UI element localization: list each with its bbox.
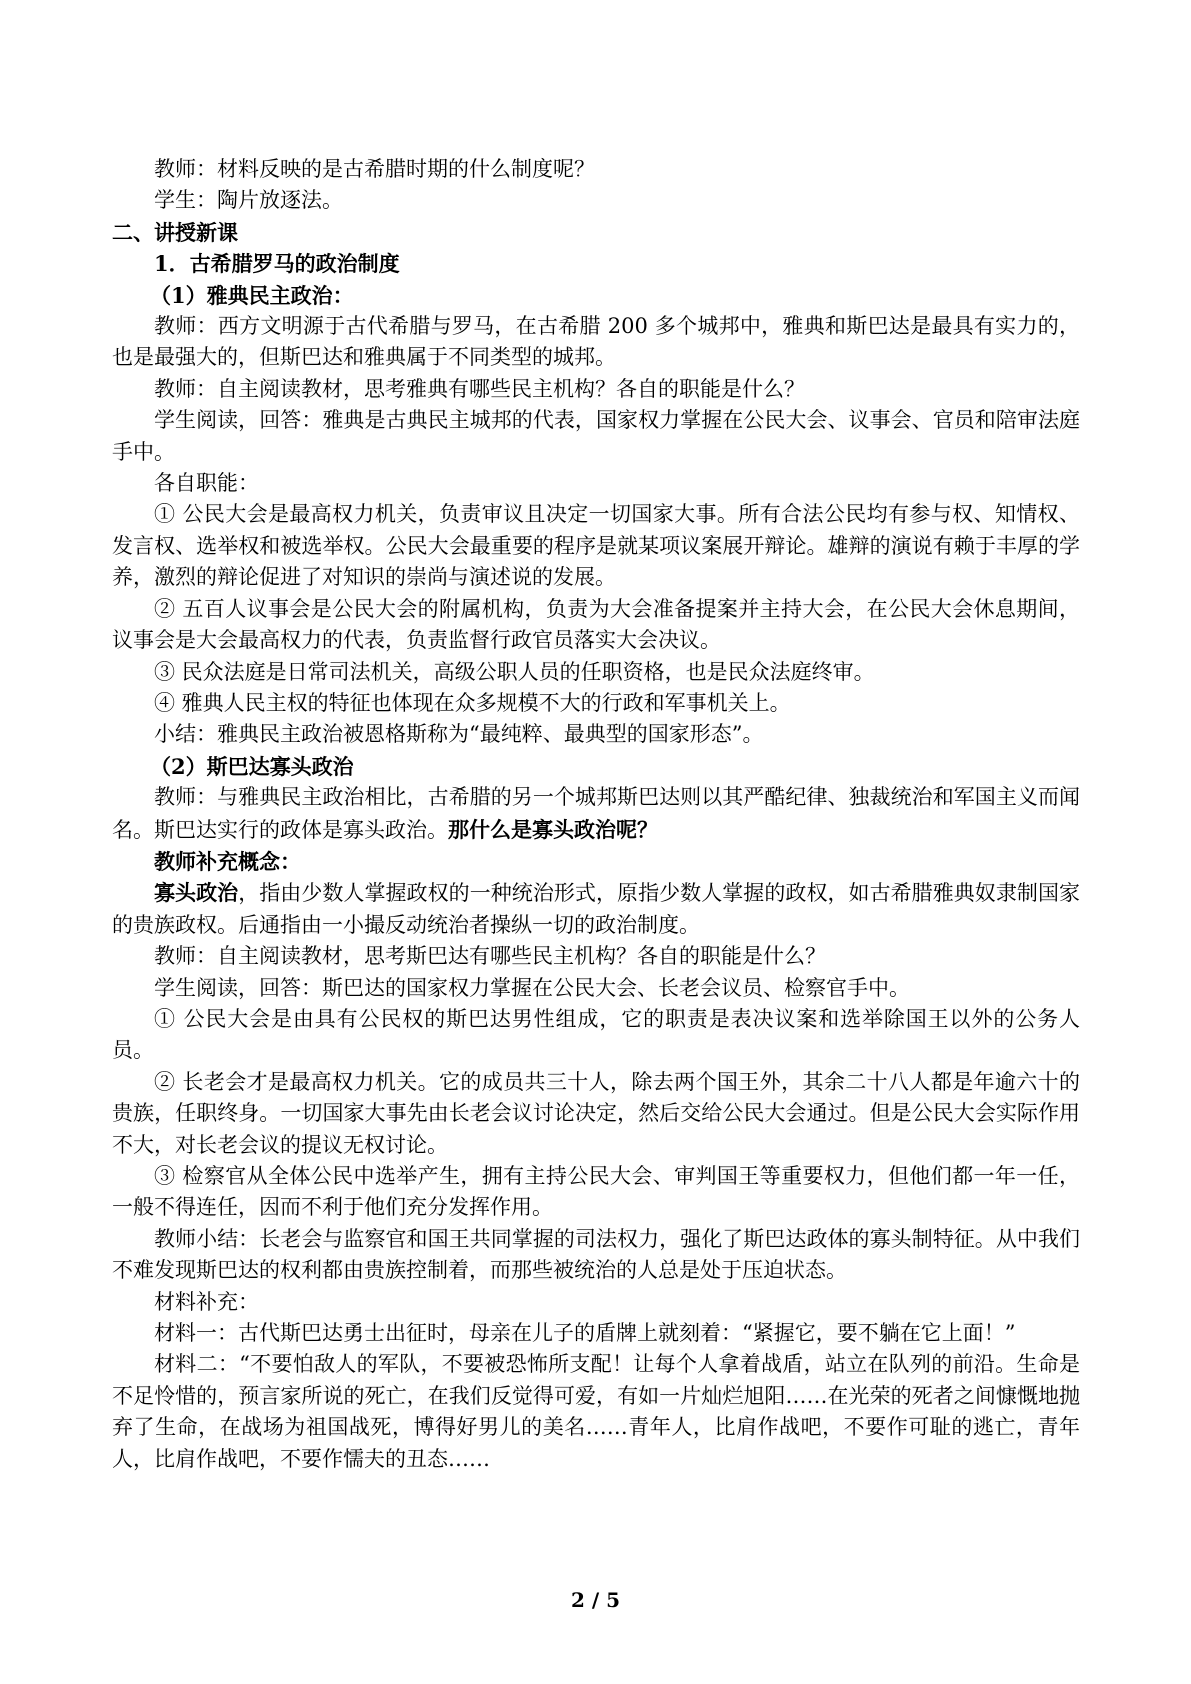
paragraph: 各自职能： [154,471,259,496]
paragraph: 材料一：古代斯巴达勇士出征时，母亲在儿子的盾牌上就刻着：“紧握它，要不躺在它上面！” [154,1321,1016,1346]
section-heading: 二、讲授新课 [112,219,238,245]
paragraph: ① 公民大会是最高权力机关，负责审议且决定一切国家大事。所有合法公民均有参与权、知情权、发言权、选举权和被选举权。公民大会最重要的程序是就某项议案展开辩论。雄辩的演说有赖于丰厚的学养，激烈的辩论促进了对知识的崇尚与演述说的发展。 [112,502,1080,590]
paragraph: 教师：自主阅读教材，思考斯巴达有哪些民主机构？各自的职能是什么？ [154,944,826,969]
paragraph: 小结：雅典民主政治被恩格斯称为“最纯粹、最典型的国家形态”。 [154,722,764,747]
paragraph-text: ，指由少数人掌握政权的一种统治形式，原指少数人掌握的政权，如古希腊雅典奴隶制国家的贵族政权。后通指由一小撮反动统治者操纵一切的政治制度。 [112,881,1080,937]
subsection-heading: （2）斯巴达寡头政治 [150,753,354,779]
paragraph-emphasis: 那什么是寡头政治呢？ [448,816,658,842]
document-body [112,154,1080,1475]
subsection-heading: 1．古希腊罗马的政治制度 [154,251,400,277]
paragraph: 学生阅读，回答：雅典是古典民主城邦的代表，国家权力掌握在公民大会、议事会、官员和陪审法庭手中。 [112,408,1080,464]
paragraph: 教师小结：长老会与监察官和国王共同掌握的司法权力，强化了斯巴达政体的寡头制特征。从中我们不难发现斯巴达的权利都由贵族控制着，而那些被统治的人总是处于压迫状态。 [112,1226,1080,1283]
paragraph-text: 教师：与雅典民主政治相比，古希腊的另一个城邦斯巴达则以其严酷纪律、独裁统治和军国主义而闻名。斯巴达实行的政体是寡头政治。 [112,785,1080,842]
paragraph: ④ 雅典人民主权的特征也体现在众多规模不大的行政和军事机关上。 [154,690,791,715]
paragraph: 教师补充概念： [154,848,301,874]
paragraph: 材料补充： [154,1289,259,1314]
paragraph: 学生阅读，回答：斯巴达的国家权力掌握在公民大会、长老会议员、检察官手中。 [154,975,910,1000]
paragraph: 教师：材料反映的是古希腊时期的什么制度呢？ [154,157,595,181]
paragraph: ② 五百人议事会是公民大会的附属机构，负责为大会准备提案并主持大会，在公民大会休息期间，议事会是大会最高权力的代表，负责监督行政官员落实大会决议。 [112,596,1080,653]
paragraph [112,782,1080,846]
paragraph: ① 公民大会是由具有公民权的斯巴达男性组成，它的职责是表决议案和选举除国王以外的公务人员。 [112,1006,1080,1063]
paragraph [112,877,1080,941]
paragraph: ③ 检察官从全体公民中选举产生，拥有主持公民大会、审判国王等重要权力，但他们都一年一任，一般不得连任，因而不利于他们充分发挥作用。 [112,1164,1080,1220]
paragraph: 学生：陶片放逐法。 [154,188,343,213]
paragraph: ② 长老会才是最高权力机关。它的成员共三十人，除去两个国王外，其余二十八人都是年逾六十的贵族，任职终身。一切国家大事先由长老会议讨论决定，然后交给公民大会通过。但是公民大会实际作用不大，对长老会议的提议无权讨论。 [112,1069,1080,1157]
page-number: 2 / 5 [570,1588,621,1612]
paragraph: 材料二：“不要怕敌人的军队，不要被恐怖所支配！让每个人拿着战盾，站立在队列的前沿。生命是不足怜惜的，预言家所说的死亡，在我们反觉得可爱，有如一片灿烂旭阳……在光荣的死者之间慷慨地抛弃了生命，在战场为祖国战死，博得好男儿的美名……青年人，比肩作战吧，不要作可耻的逃亡，青年人，比肩作战吧，不要作懦夫的丑态…… [112,1352,1080,1471]
paragraph: 教师：自主阅读教材，思考雅典有哪些民主机构？各自的职能是什么？ [154,376,805,401]
subsection-heading: （1）雅典民主政治： [150,282,354,308]
paragraph: 教师：西方文明源于古代希腊与罗马，在古希腊 200 多个城邦中，雅典和斯巴达是最具有实力的，也是最强大的，但斯巴达和雅典属于不同类型的城邦。 [112,314,1080,370]
term-emphasis: 寡头政治 [154,880,239,906]
paragraph: ③ 民众法庭是日常司法机关，高级公职人员的任职资格，也是民众法庭终审。 [154,659,875,684]
